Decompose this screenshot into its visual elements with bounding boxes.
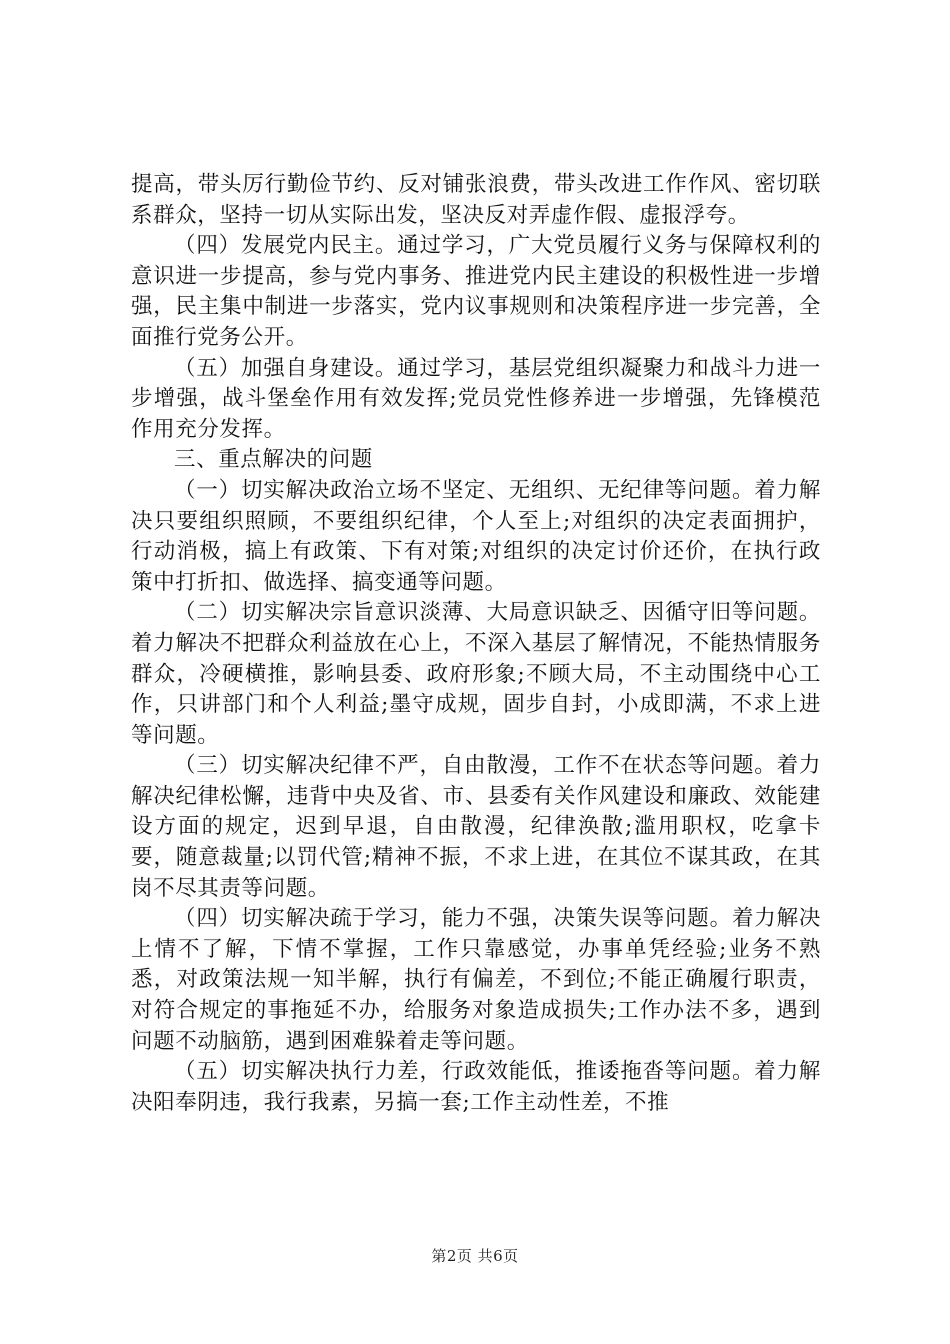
paragraph-continuation: 提高，带头厉行勤俭节约、反对铺张浪费，带头改进工作作风、密切联系群众，坚持一切从实际出发，坚决反对弄虚作假、虚报浮夸。 (131, 172, 821, 228)
paragraph-problem-4: （四）切实解决疏于学习，能力不强，决策失误等问题。着力解决上情不了解，下情不掌握，工作只靠感觉，办事单凭经验;业务不熟悉，对政策法规一知半解，执行有偏差，不到位;不能正确履行职责，对符合规定的事拖延不办，给服务对象造成损失;工作办法不多，遇到问题不动脑筋，遇到困难躲着走等问题。 (131, 906, 821, 1054)
section-heading-key-problems: 三、重点解决的问题 (174, 447, 373, 473)
paragraph-self-building: （五）加强自身建设。通过学习，基层党组织凝聚力和战斗力进一步增强，战斗堡垒作用有效发挥;党员党性修养进一步增强，先锋模范作用充分发挥。 (131, 355, 821, 442)
page-number-footer: 第2页 共6页 (431, 1247, 519, 1265)
paragraph-problem-2: （二）切实解决宗旨意识淡薄、大局意识缺乏、因循守旧等问题。着力解决不把群众利益放在心上，不深入基层了解情况，不能热情服务群众，冷硬横推，影响县委、政府形象;不顾大局，不主动围绕中心工作，只讲部门和个人利益;墨守成规，固步自封，小成即满，不求上进等问题。 (131, 600, 821, 748)
paragraph-problem-5: （五）切实解决执行力差，行政效能低，推诿拖沓等问题。着力解决阳奉阴违，我行我素，另搞一套;工作主动性差，不推 (131, 1059, 821, 1115)
paragraph-party-democracy: （四）发展党内民主。通过学习，广大党员履行义务与保障权利的意识进一步提高，参与党内事务、推进党内民主建设的积极性进一步增强，民主集中制进一步落实，党内议事规则和决策程序进一步完善，全面推行党务公开。 (131, 233, 821, 350)
paragraph-problem-3: （三）切实解决纪律不严，自由散漫，工作不在状态等问题。着力解决纪律松懈，违背中央及省、市、县委有关作风建设和廉政、效能建设方面的规定，迟到早退，自由散漫，纪律涣散;滥用职权，吃拿卡要，随意裁量;以罚代管;精神不振，不求上进，在其位不谋其政，在其岗不尽其责等问题。 (131, 753, 821, 901)
paragraph-problem-1: （一）切实解决政治立场不坚定、无组织、无纪律等问题。着力解决只要组织照顾，不要组织纪律，个人至上;对组织的决定表面拥护，行动消极，搞上有政策、下有对策;对组织的决定讨价还价，在执行政策中打折扣、做选择、搞变通等问题。 (131, 477, 821, 595)
document-body (131, 170, 821, 1118)
